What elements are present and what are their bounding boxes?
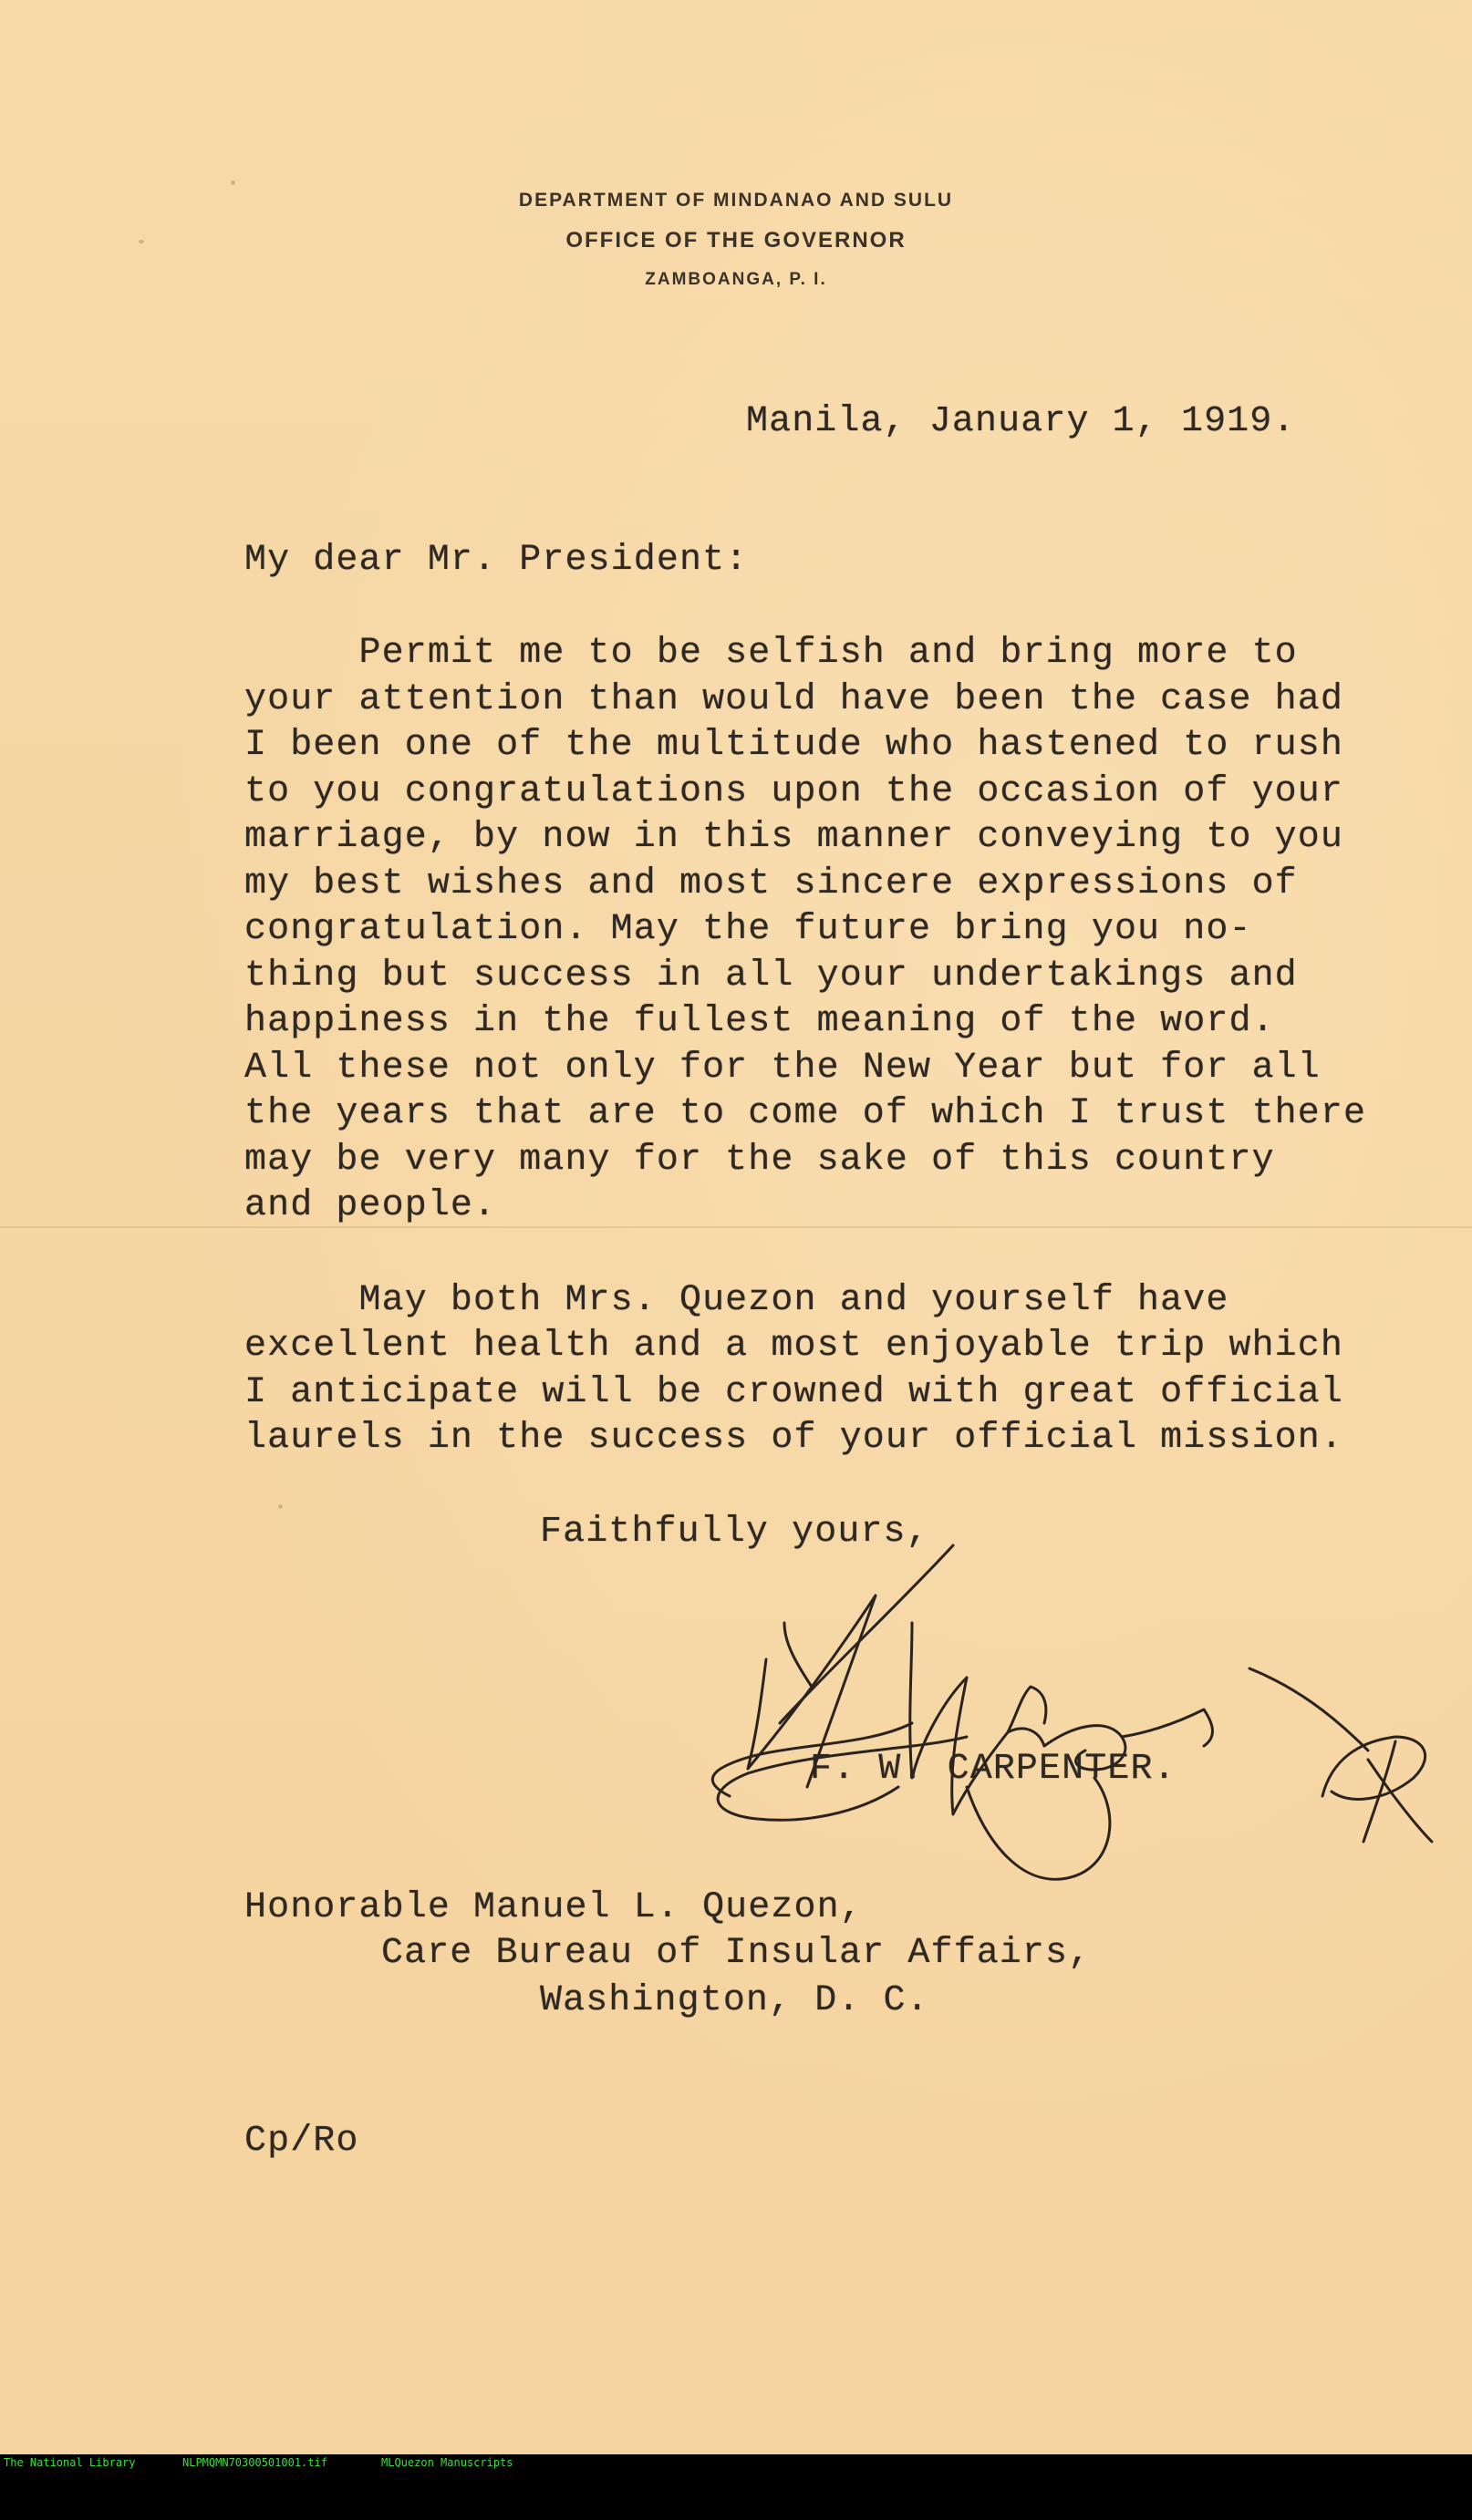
letterhead-department: DEPARTMENT OF MINDANAO AND SULU xyxy=(518,190,954,211)
typist-initials: Cp/Ro xyxy=(244,2121,359,2162)
paragraph-line: to you congratulations upon the occasion of your xyxy=(244,771,1343,812)
paragraph-line: the years that are to come of which I trust there xyxy=(244,1093,1367,1134)
closing: Faithfully yours, xyxy=(540,1512,929,1553)
paragraph-line: Permit me to be selfish and bring more to xyxy=(244,633,1298,674)
footer-library: The National Library xyxy=(4,2456,136,2469)
paragraph-line: excellent health and a most enjoyable trip which xyxy=(244,1326,1343,1367)
footer-filename: NLPMQMN70300501001.tif xyxy=(182,2456,327,2469)
recipient-name: Honorable Manuel L. Quezon, xyxy=(244,1887,863,1928)
paragraph-line: I anticipate will be crowned with great official xyxy=(244,1372,1343,1413)
paragraph-line: my best wishes and most sincere expressions of xyxy=(244,863,1298,904)
letterhead-office: OFFICE OF THE GOVERNOR xyxy=(565,228,907,253)
paragraph-line: may be very many for the sake of this country xyxy=(244,1140,1275,1181)
paragraph-line: laurels in the success of your official mission. xyxy=(244,1418,1343,1459)
paragraph-line: your attention than would have been the case had xyxy=(244,679,1343,720)
paragraph-line: and people. xyxy=(244,1185,497,1226)
date-line: Manila, January 1, 1919. xyxy=(746,401,1296,442)
recipient-city: Washington, D. C. xyxy=(540,1980,929,2021)
salutation: My dear Mr. President: xyxy=(244,540,749,581)
recipient-care-of: Care Bureau of Insular Affairs, xyxy=(381,1933,1092,1974)
paragraph-line: thing but success in all your undertakings and xyxy=(244,955,1298,997)
paper-spot xyxy=(231,181,235,185)
scan-footer-bar xyxy=(0,2454,1472,2471)
paragraph-line: May both Mrs. Quezon and yourself have xyxy=(244,1280,1229,1321)
paragraph-line: I been one of the multitude who hastened to rush xyxy=(244,725,1343,766)
footer-collection: MLQuezon Manuscripts xyxy=(381,2456,513,2469)
paper-spot xyxy=(278,1504,283,1509)
paragraph-line: All these not only for the New Year but for all xyxy=(244,1048,1321,1089)
paragraph-line: marriage, by now in this manner conveying to you xyxy=(244,817,1343,858)
handwritten-signature xyxy=(693,1513,1441,1915)
paragraph-line: happiness in the fullest meaning of the word. xyxy=(244,1001,1275,1042)
paragraph-line: congratulation. May the future bring you no- xyxy=(244,909,1252,950)
letterhead-location: ZAMBOANGA, P. I. xyxy=(645,270,827,289)
paper-fold-line xyxy=(0,1226,1472,1228)
signer-name: F. W. CARPENTER. xyxy=(810,1749,1177,1790)
